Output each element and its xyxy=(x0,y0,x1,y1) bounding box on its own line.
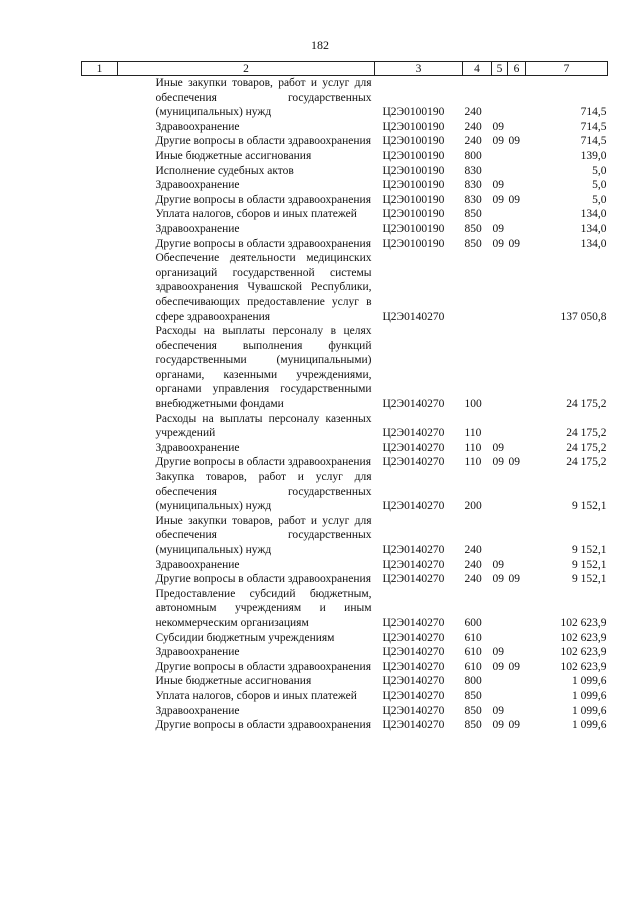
row-subsection xyxy=(508,674,526,689)
row-expense-type: 110 xyxy=(464,427,482,440)
row-name: Здравоохранение xyxy=(155,441,240,454)
row-section: 09 xyxy=(492,222,504,235)
row-amount: 137 050,8 xyxy=(560,310,607,323)
row-code: Ц2Э0140270 xyxy=(382,441,445,454)
row-name: Расходы на выплаты персоналу казенных учреждений xyxy=(155,412,372,440)
table-row xyxy=(82,704,608,719)
table-row xyxy=(82,412,608,441)
row-expense-type: 830 xyxy=(464,193,482,206)
row-expense-type: 240 xyxy=(464,573,482,586)
row-expense-type xyxy=(463,251,492,324)
row-section xyxy=(492,324,508,412)
row-section xyxy=(492,689,508,704)
cell-empty xyxy=(82,149,118,164)
cell-empty xyxy=(82,455,118,470)
row-code: Ц2Э0100190 xyxy=(382,222,445,235)
row-code: Ц2Э0140270 xyxy=(382,675,445,688)
row-code: Ц2Э0140270 xyxy=(382,631,445,644)
table-row xyxy=(82,76,608,120)
table-row xyxy=(82,441,608,456)
table-row xyxy=(82,120,608,135)
row-code: Ц2Э0140270 xyxy=(382,573,445,586)
row-code: Ц2Э0100190 xyxy=(382,135,445,148)
row-section: 09 xyxy=(492,120,504,133)
row-subsection xyxy=(508,689,526,704)
row-code: Ц2Э0100190 xyxy=(382,179,445,192)
row-section xyxy=(492,514,508,558)
cell-empty xyxy=(82,178,118,193)
row-code: Ц2Э0140270 xyxy=(382,689,445,702)
table-row xyxy=(82,164,608,179)
row-section xyxy=(492,412,508,441)
row-amount: 24 175,2 xyxy=(566,398,607,411)
table-row xyxy=(82,470,608,514)
row-code: Ц2Э0100190 xyxy=(382,106,445,119)
row-section: 09 xyxy=(492,179,504,192)
cell-empty xyxy=(82,207,118,222)
row-amount: 24 175,2 xyxy=(566,441,607,454)
table-row xyxy=(82,237,608,252)
row-section xyxy=(492,164,508,179)
row-amount: 134,0 xyxy=(580,237,607,250)
table-row xyxy=(82,178,608,193)
row-section xyxy=(492,251,508,324)
row-section xyxy=(492,76,508,120)
row-subsection xyxy=(508,558,526,573)
row-amount: 102 623,9 xyxy=(560,660,607,673)
col-header-6: 6 xyxy=(508,62,526,76)
row-subsection xyxy=(508,207,526,222)
table-row xyxy=(82,134,608,149)
cell-empty xyxy=(82,631,118,646)
row-name: Уплата налогов, сборов и иных платежей xyxy=(155,208,357,221)
row-expense-type: 850 xyxy=(464,222,482,235)
row-subsection xyxy=(508,704,526,719)
table-row xyxy=(82,207,608,222)
row-section: 09 xyxy=(492,441,504,454)
row-section xyxy=(492,587,508,631)
row-name: Расходы на выплаты персоналу в целях обеспечения выполнения функций государственными (муниципальными) органами, казенными учреждениями, органами управления государственными внебюджетными фондами xyxy=(155,325,372,411)
row-subsection xyxy=(508,514,526,558)
row-name: Другие вопросы в области здравоохранения xyxy=(155,660,371,673)
page-number: 182 xyxy=(311,38,329,52)
row-expense-type: 240 xyxy=(464,120,482,133)
row-name: Субсидии бюджетным учреждениям xyxy=(155,631,335,644)
row-expense-type: 850 xyxy=(464,689,482,702)
row-subsection xyxy=(508,645,526,660)
row-code: Ц2Э0100190 xyxy=(382,193,445,206)
row-name: Другие вопросы в области здравоохранения xyxy=(155,193,371,206)
table-header xyxy=(82,62,608,76)
row-expense-type: 240 xyxy=(464,544,482,556)
row-code: Ц2Э0140270 xyxy=(382,646,445,659)
row-subsection: 09 xyxy=(508,135,520,148)
row-code: Ц2Э0100190 xyxy=(382,208,445,221)
row-subsection xyxy=(508,76,526,120)
cell-empty xyxy=(82,324,118,412)
cell-empty xyxy=(82,164,118,179)
row-name: Уплата налогов, сборов и иных платежей xyxy=(155,689,357,702)
header-row xyxy=(82,62,608,76)
row-name: Другие вопросы в области здравоохранения xyxy=(155,456,371,469)
cell-empty xyxy=(82,558,118,573)
row-subsection: 09 xyxy=(508,573,520,586)
row-expense-type: 240 xyxy=(464,106,482,119)
row-subsection xyxy=(508,441,526,456)
cell-empty xyxy=(82,645,118,660)
row-code: Ц2Э0100190 xyxy=(382,237,445,250)
row-name: Иные закупки товаров, работ и услуг для обеспечения государственных (муниципальных) нужд xyxy=(155,514,372,556)
row-subsection xyxy=(508,120,526,135)
row-name: Здравоохранение xyxy=(155,222,240,235)
cell-empty xyxy=(82,193,118,208)
row-section xyxy=(492,631,508,646)
row-name: Обеспечение деятельности медицинских организаций государственной системы здравоохранения Чувашской Республики, обеспечивающих предоставление услуг в сфере здравоохранения xyxy=(155,252,372,323)
row-section xyxy=(492,674,508,689)
cell-empty xyxy=(82,704,118,719)
col-header-3: 3 xyxy=(375,62,463,76)
row-subsection xyxy=(508,324,526,412)
cell-empty xyxy=(82,441,118,456)
table-row xyxy=(82,222,608,237)
row-name: Закупка товаров, работ и услуг для обеспечения государственных (муниципальных) нужд xyxy=(155,471,372,513)
table-row xyxy=(82,660,608,675)
row-name: Исполнение судебных актов xyxy=(155,164,294,177)
row-amount: 714,5 xyxy=(580,106,607,119)
row-section: 09 xyxy=(492,573,504,586)
row-name: Здравоохранение xyxy=(155,558,240,571)
row-section: 09 xyxy=(492,646,504,659)
row-subsection xyxy=(508,164,526,179)
table-row xyxy=(82,455,608,470)
row-expense-type: 850 xyxy=(464,237,482,250)
row-name: Другие вопросы в области здравоохранения xyxy=(155,237,371,250)
row-section xyxy=(492,207,508,222)
row-section: 09 xyxy=(492,456,504,469)
row-expense-type: 240 xyxy=(464,558,482,571)
row-subsection: 09 xyxy=(508,660,520,673)
table-row xyxy=(82,324,608,412)
row-subsection: 09 xyxy=(508,456,520,469)
row-section: 09 xyxy=(492,719,504,732)
row-section: 09 xyxy=(492,558,504,571)
cell-empty xyxy=(82,76,118,120)
table-row xyxy=(82,587,608,631)
row-amount: 134,0 xyxy=(580,208,607,221)
row-name: Здравоохранение xyxy=(155,704,240,717)
row-section xyxy=(492,470,508,514)
row-section xyxy=(492,149,508,164)
row-expense-type: 110 xyxy=(464,456,482,469)
row-subsection xyxy=(508,251,526,324)
row-expense-type: 830 xyxy=(464,179,482,192)
col-header-2: 2 xyxy=(118,62,375,76)
cell-empty xyxy=(82,689,118,704)
cell-empty xyxy=(82,222,118,237)
row-expense-type: 800 xyxy=(464,675,482,688)
row-name: Другие вопросы в области здравоохранения xyxy=(155,719,371,732)
col-header-7: 7 xyxy=(526,62,608,76)
row-subsection xyxy=(508,631,526,646)
table-row xyxy=(82,514,608,558)
row-name: Иные бюджетные ассигнования xyxy=(155,675,312,688)
row-name: Другие вопросы в области здравоохранения xyxy=(155,573,371,586)
row-name: Здравоохранение xyxy=(155,120,240,133)
row-code: Ц2Э0100190 xyxy=(382,164,445,177)
table-row xyxy=(82,251,608,324)
row-expense-type: 200 xyxy=(464,500,482,513)
row-expense-type: 610 xyxy=(464,631,482,644)
table-row xyxy=(82,689,608,704)
row-subsection xyxy=(508,149,526,164)
row-code: Ц2Э0140270 xyxy=(382,704,445,717)
row-amount: 714,5 xyxy=(580,120,607,133)
row-amount: 1 099,6 xyxy=(572,704,607,717)
row-code: Ц2Э0140270 xyxy=(382,500,445,513)
row-expense-type: 100 xyxy=(464,398,482,411)
table-row xyxy=(82,674,608,689)
row-code: Ц2Э0140270 xyxy=(382,558,445,571)
row-expense-type: 610 xyxy=(464,660,482,673)
row-section: 09 xyxy=(492,193,504,206)
row-code: Ц2Э0140270 xyxy=(382,660,445,673)
cell-empty xyxy=(82,674,118,689)
row-name: Здравоохранение xyxy=(155,179,240,192)
row-subsection: 09 xyxy=(508,237,520,250)
cell-empty xyxy=(82,237,118,252)
row-subsection xyxy=(508,470,526,514)
row-amount: 24 175,2 xyxy=(566,456,607,469)
row-expense-type: 830 xyxy=(464,164,482,177)
table-row xyxy=(82,631,608,646)
table-body xyxy=(82,76,608,733)
row-amount: 139,0 xyxy=(580,149,607,162)
row-expense-type: 850 xyxy=(464,719,482,732)
row-subsection xyxy=(508,222,526,237)
cell-empty xyxy=(82,412,118,441)
row-section: 09 xyxy=(492,660,504,673)
row-amount: 9 152,1 xyxy=(572,558,607,571)
row-subsection xyxy=(508,412,526,441)
row-code: Ц2Э0140270 xyxy=(382,427,445,440)
cell-empty xyxy=(82,251,118,324)
row-amount: 5,0 xyxy=(592,164,607,177)
row-expense-type: 110 xyxy=(464,441,482,454)
col-header-4: 4 xyxy=(463,62,492,76)
table-row xyxy=(82,718,608,733)
row-code: Ц2Э0140270 xyxy=(382,456,445,469)
table-row xyxy=(82,645,608,660)
row-amount: 5,0 xyxy=(592,193,607,206)
row-amount: 134,0 xyxy=(580,222,607,235)
row-code: Ц2Э0140270 xyxy=(382,310,445,323)
cell-empty xyxy=(82,587,118,631)
cell-empty xyxy=(82,470,118,514)
col-header-1: 1 xyxy=(82,62,118,76)
row-amount: 714,5 xyxy=(580,135,607,148)
row-code: Ц2Э0140270 xyxy=(382,398,445,411)
row-subsection: 09 xyxy=(508,193,520,206)
table-row xyxy=(82,193,608,208)
row-amount: 1 099,6 xyxy=(572,719,607,732)
row-amount: 102 623,9 xyxy=(560,616,607,629)
row-subsection: 09 xyxy=(508,719,520,732)
cell-empty xyxy=(82,718,118,733)
budget-table xyxy=(81,61,608,733)
row-amount: 1 099,6 xyxy=(572,689,607,702)
row-code: Ц2Э0100190 xyxy=(382,149,445,162)
row-name: Другие вопросы в области здравоохранения xyxy=(155,135,371,148)
row-amount: 9 152,1 xyxy=(572,500,607,513)
row-amount: 24 175,2 xyxy=(566,427,607,440)
row-name: Иные бюджетные ассигнования xyxy=(155,149,312,162)
cell-empty xyxy=(82,134,118,149)
cell-empty xyxy=(82,660,118,675)
cell-empty xyxy=(82,514,118,558)
row-code: Ц2Э0140270 xyxy=(382,544,445,556)
row-expense-type: 600 xyxy=(464,616,482,629)
row-code: Ц2Э0140270 xyxy=(382,616,445,629)
row-amount: 9 152,1 xyxy=(572,573,607,586)
cell-empty xyxy=(82,572,118,587)
row-amount: 1 099,6 xyxy=(572,675,607,688)
table-row xyxy=(82,149,608,164)
row-subsection xyxy=(508,587,526,631)
row-section: 09 xyxy=(492,704,504,717)
row-code: Ц2Э0100190 xyxy=(382,120,445,133)
row-name: Здравоохранение xyxy=(155,646,240,659)
col-header-5: 5 xyxy=(492,62,508,76)
row-expense-type: 610 xyxy=(464,646,482,659)
row-amount: 9 152,1 xyxy=(572,544,607,556)
row-amount: 5,0 xyxy=(592,179,607,192)
row-expense-type: 800 xyxy=(464,149,482,162)
row-code: Ц2Э0140270 xyxy=(382,719,445,732)
row-expense-type: 850 xyxy=(464,208,482,221)
row-amount: 102 623,9 xyxy=(560,646,607,659)
row-name: Иные закупки товаров, работ и услуг для обеспечения государственных (муниципальных) нужд xyxy=(155,77,372,119)
table-row xyxy=(82,558,608,573)
row-expense-type: 240 xyxy=(464,135,482,148)
row-expense-type: 850 xyxy=(464,704,482,717)
row-amount: 102 623,9 xyxy=(560,631,607,644)
cell-empty xyxy=(82,120,118,135)
row-section: 09 xyxy=(492,135,504,148)
table-row xyxy=(82,572,608,587)
row-name: Предоставление субсидий бюджетным, автономным учреждениям и иным некоммерческим организациям xyxy=(155,587,372,629)
row-section: 09 xyxy=(492,237,504,250)
row-subsection xyxy=(508,178,526,193)
